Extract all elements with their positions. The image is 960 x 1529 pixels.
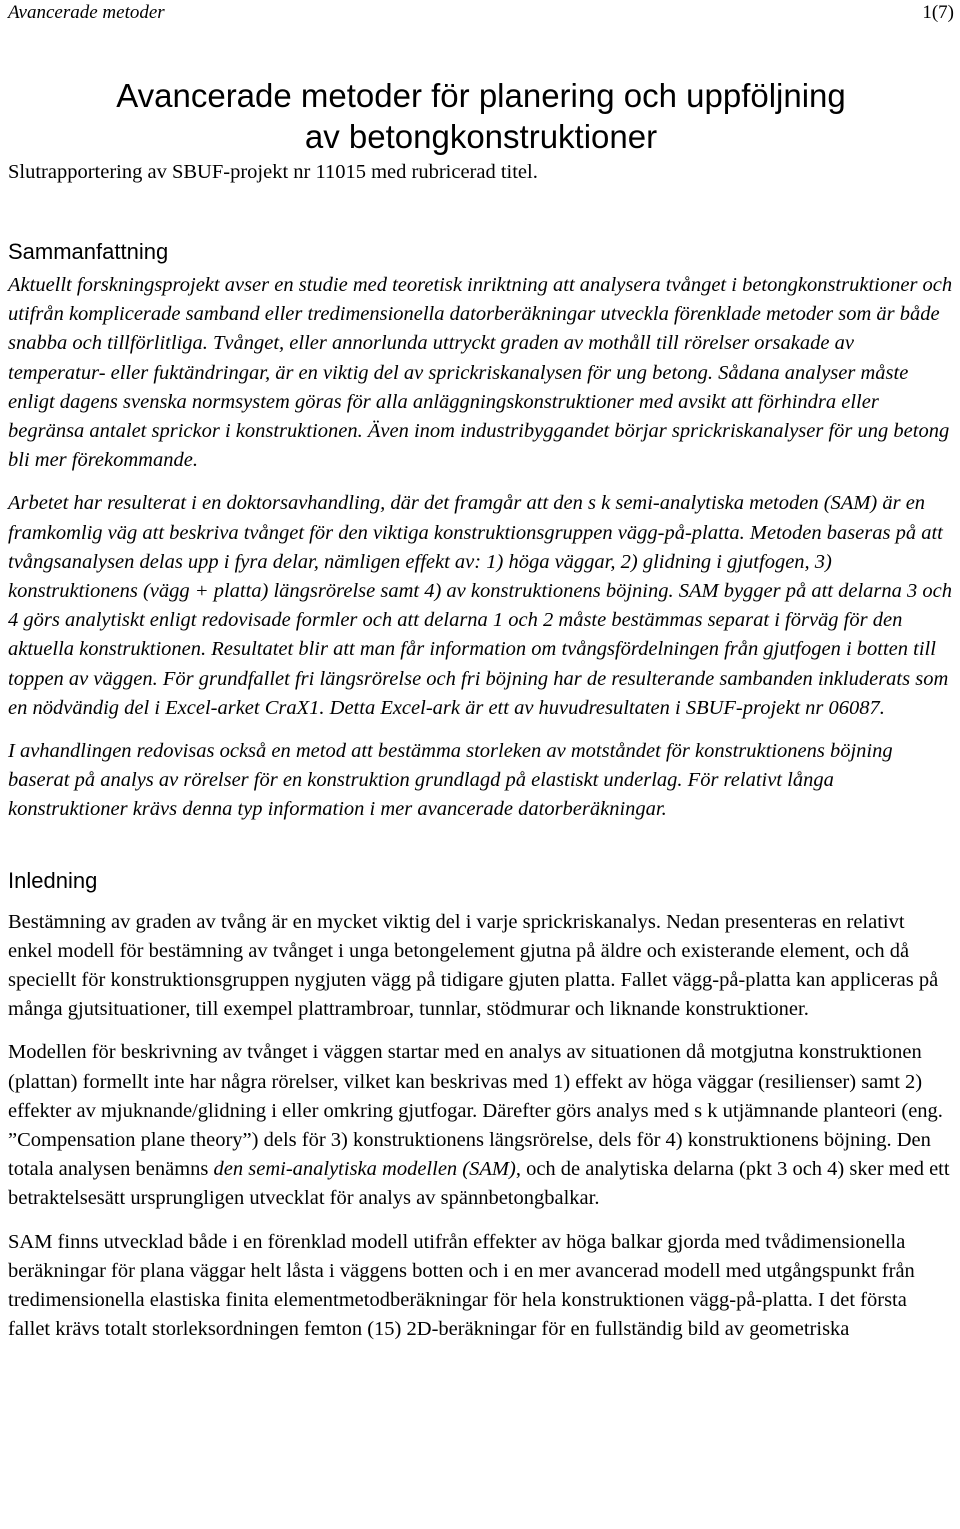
introduction-paragraph-2-text-end: , och de analytiska delarna (pkt 3 och 4) sker med ett betraktelsesätt ursprungligen utvecklat för analys av spännbetongbalkar.	[8, 1158, 950, 1210]
document-title	[8, 75, 954, 157]
introduction-paragraph-2-text-start: Modellen för beskrivning av tvånget i väggen startar med en analys av situationen då motgjutna konstruktionen (plattan) formellt inte har några rörelser, vilket kan beskrivas med 1) effekt av höga väggar (resilienser) samt 2) effekter av mjuknande/glidning i eller omkring gjutfogar. Därefter görs analys med s k utjämnande planteori (eng. ”Compensation plane theory”) dels för 3) konstruktionens längsrörelse, dels för 4) konstruktionens böjning. Den totala analysen benämns	[8, 1041, 943, 1181]
summary-paragraph-2: Arbetet har resulterat i en doktorsavhandling, där det framgår att den s k semi-analytiska metoden (SAM) är en framkomlig väg att beskriva tvånget för den viktiga konstruktionsgruppen vägg-på-platta. Metoden baseras på att tvångsanalysen delas upp i fyra delar, nämligen effekt av: 1) höga väggar, 2) glidning i gjutfogen, 3) konstruktionens (vägg + platta) längsrörelse samt 4) av konstruktionens böjning. SAM bygger på att delarna 3 och 4 görs analytiskt enligt redovisade formler och att delarna 1 och 2 måste bestämmas separat i förväg för den aktuella konstruktionen. Resultatet blir att man får information om tvångsfördelningen från gjutfogen i botten till toppen av väggen. För grundfallet fri längsrörelse och fri böjning har de resulterande sambanden inkluderats som en nödvändig del i Excel-arket CraX1. Detta Excel-ark är ett av huvudresultaten i SBUF-projekt nr 06087.	[8, 492, 953, 719]
page-number: 1(7)	[922, 2, 954, 23]
introduction-heading: Inledning	[8, 867, 98, 893]
summary-heading: Sammanfattning	[8, 239, 169, 264]
introduction-paragraph-2	[8, 1038, 954, 1213]
document-subtitle: Slutrapportering av SBUF-projekt nr 11015 med rubricerad titel.	[8, 161, 538, 183]
running-header	[8, 0, 954, 28]
summary-paragraph-1: Aktuellt forskningsprojekt avser en studie med teoretisk inriktning att analysera tvånget i betongkonstruktioner och utifrån komplicerade samband eller tredimensionella datorberäkningar utveckla förenklade metoder som är både snabba och tillförlitliga. Tvånget, eller annorlunda uttryckt graden av mothåll till rörelser orsakade av temperatur- eller fuktändringar, är en viktig del av sprickriskanalysen för ung betong. Sådana analyser måste enligt dagens svenska normsystem göras för alla anläggningskonstruktioner med avsikt att förhindra eller begränsa antalet sprickor i konstruktionen. Även inom industribyggandet börjar sprickriskanalyser för ung betong bli mer förekommande.	[8, 274, 953, 472]
running-header-title: Avancerade metoder	[8, 2, 165, 23]
summary-paragraph-3: I avhandlingen redovisas också en metod att bestämma storleken av motståndet för konstruktionens böjning baserat på analys av rörelser för en konstruktion grundlagd på elastiskt underlag. För relativt långa konstruktioner krävs denna typ information i mer avancerade datorberäkningar.	[8, 740, 893, 821]
sam-term-emphasis: den semi-analytiska modellen (SAM)	[213, 1158, 516, 1181]
introduction-paragraph-3: SAM finns utvecklad både i en förenklad modell utifrån effekter av höga balkar gjorda med tvådimensionella beräkningar för plana väggar helt låsta i väggens botten och i en mer avancerad modell med utgångspunkt från tredimensionella elastiska finita elementmetodberäkningar för hela konstruktionen vägg-på-platta. I det första fallet krävs totalt storleksordningen femton (15) 2D-beräkningar för en fullständig bild av geometriska	[8, 1230, 915, 1341]
introduction-paragraph-1: Bestämning av graden av tvång är en mycket viktig del i varje sprickriskanalys. Nedan presenteras en relativt enkel modell för bestämning av tvånget i unga betongelement gjutna på äldre och existerande element, och då speciellt för konstruktionsgruppen nygjuten vägg på tidigare gjuten platta. Fallet vägg-på-platta kan appliceras på många gjutsituationer, till exempel plattrambroar, tunnlar, stödmurar och liknande konstruktioner.	[8, 910, 939, 1021]
document-title-line-1: Avancerade metoder för planering och uppföljning	[116, 77, 846, 114]
document-title-line-2: av betongkonstruktioner	[304, 118, 658, 155]
